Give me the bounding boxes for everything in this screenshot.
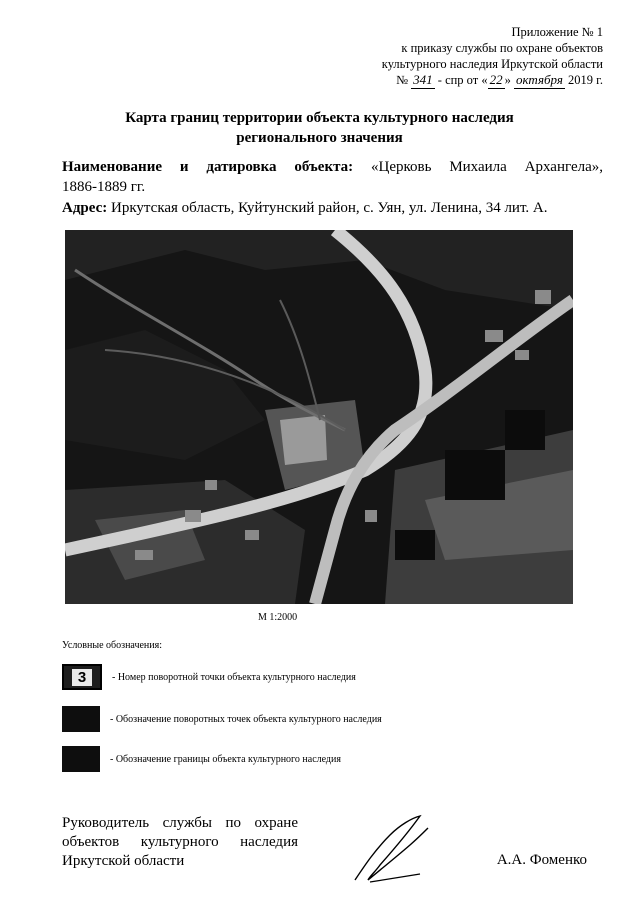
order-month: октября bbox=[515, 72, 563, 87]
legend-item-boundary bbox=[62, 746, 341, 772]
appendix-header bbox=[382, 24, 603, 89]
position-line-2: объектов культурного наследия bbox=[62, 834, 298, 850]
position-line-3: Иркутской области bbox=[62, 853, 185, 869]
map-scale: М 1:2000 bbox=[258, 612, 298, 623]
object-name bbox=[62, 158, 603, 177]
appendix-order-line bbox=[382, 72, 603, 89]
point-number-label: 3 bbox=[72, 669, 92, 686]
official-position bbox=[62, 814, 298, 871]
legend-item-text: - Обозначение поворотных точек объекта культурного наследия bbox=[110, 713, 382, 725]
address-value: Иркутская область, Куйтунский район, с. Уян, ул. Ленина, 34 лит. А. bbox=[111, 200, 548, 216]
legend-item-text: - Номер поворотной точки объекта культурного наследия bbox=[112, 671, 356, 683]
title-line-2: регионального значения bbox=[236, 130, 403, 146]
number-prefix: № bbox=[396, 73, 409, 87]
legend-title: Условные обозначения: bbox=[62, 640, 163, 651]
page-title bbox=[0, 108, 639, 148]
order-day-close: » bbox=[504, 73, 511, 87]
position-line-1: Руководитель службы по охране bbox=[62, 815, 298, 831]
turning-points-symbol bbox=[62, 706, 100, 732]
signer-name: А.А. Фоменко bbox=[496, 852, 587, 868]
order-day: 22 bbox=[489, 72, 503, 87]
order-date-prefix: - спр от « bbox=[437, 73, 488, 87]
handwritten-signature bbox=[350, 810, 440, 890]
appendix-line-1: Приложение № 1 bbox=[511, 25, 603, 39]
legend-item-point-number bbox=[62, 664, 356, 690]
boundary-symbol bbox=[62, 746, 100, 772]
order-year: 2019 г. bbox=[568, 73, 603, 87]
aerial-map-image bbox=[65, 230, 573, 604]
legend-item-turning-points bbox=[62, 706, 382, 732]
object-address bbox=[62, 199, 547, 218]
object-name-label: Наименование и датировка объекта: bbox=[62, 159, 354, 175]
appendix-line-2: к приказу службы по охране объектов bbox=[401, 41, 603, 55]
title-line-1: Карта границ территории объекта культурного наследия bbox=[125, 110, 514, 126]
order-number: 341 bbox=[413, 72, 433, 87]
object-dating: 1886-1889 гг. bbox=[62, 179, 146, 195]
legend-item-text: - Обозначение границы объекта культурного наследия bbox=[110, 753, 341, 765]
point-number-symbol bbox=[62, 664, 102, 690]
address-label: Адрес: bbox=[62, 200, 108, 216]
aerial-map bbox=[65, 230, 573, 604]
appendix-line-3: культурного наследия Иркутской области bbox=[381, 57, 603, 71]
object-name-value: «Церковь Михаила Архангела», bbox=[371, 159, 603, 175]
